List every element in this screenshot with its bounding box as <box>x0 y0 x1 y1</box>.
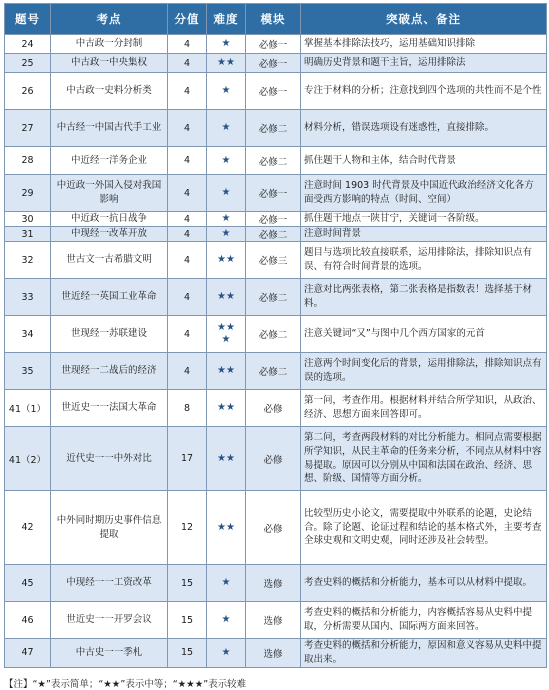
table-row <box>5 35 547 54</box>
cell-module: 选修 <box>246 565 301 602</box>
cell-note: 考查史料的概括和分析能力，原因和意义容易从史料中提取出来。 <box>301 639 547 668</box>
cell-note: 注意时间背景 <box>301 227 547 242</box>
cell-num: 29 <box>5 175 51 212</box>
cell-topic: 中古政一中央集权 <box>51 54 168 73</box>
cell-difficulty: ★ <box>207 73 246 110</box>
cell-score: 15 <box>168 639 207 668</box>
cell-difficulty: ★★ <box>207 491 246 565</box>
cell-note: 题目与选项比较直接联系，运用排除法，排除知识点有误、有符合时间背景的选项。 <box>301 242 547 279</box>
cell-module: 必修二 <box>246 279 301 316</box>
cell-num: 32 <box>5 242 51 279</box>
cell-topic: 中近政一外国入侵对我国影响 <box>51 175 168 212</box>
header-num: 题号 <box>5 4 51 35</box>
table-row <box>5 73 547 110</box>
table-row <box>5 54 547 73</box>
cell-score: 8 <box>168 390 207 427</box>
cell-score: 4 <box>168 242 207 279</box>
cell-num: 42 <box>5 491 51 565</box>
cell-note: 注意两个时间变化后的背景，运用排除法，排除知识点有误的选项。 <box>301 353 547 390</box>
table-row <box>5 242 547 279</box>
footnote: 【注】“★”表示简单；“★★”表示中等；“★★★”表示较难 <box>4 679 247 690</box>
header-difficulty: 难度 <box>207 4 246 35</box>
cell-topic: 中古政一史料分析类 <box>51 73 168 110</box>
cell-num: 41（2） <box>5 427 51 491</box>
cell-topic: 中古经一中国古代手工业 <box>51 110 168 147</box>
table-row <box>5 279 547 316</box>
cell-note: 抓住题干地点一陕甘宁，关键词一各阶级。 <box>301 212 547 227</box>
cell-score: 4 <box>168 227 207 242</box>
cell-score: 4 <box>168 73 207 110</box>
cell-note: 抓住题干人物和主体，结合时代背景 <box>301 147 547 175</box>
cell-topic: 世现经一二战后的经济 <box>51 353 168 390</box>
cell-num: 24 <box>5 35 51 54</box>
cell-difficulty: ★ <box>207 565 246 602</box>
cell-score: 12 <box>168 491 207 565</box>
cell-note: 注意对比两张表格，第二张表格是指数表！选择基于材料。 <box>301 279 547 316</box>
cell-module: 必修 <box>246 427 301 491</box>
cell-num: 31 <box>5 227 51 242</box>
cell-num: 27 <box>5 110 51 147</box>
cell-num: 25 <box>5 54 51 73</box>
cell-topic: 世近史一一法国大革命 <box>51 390 168 427</box>
cell-score: 4 <box>168 35 207 54</box>
table-row <box>5 427 547 491</box>
cell-difficulty: ★★ <box>207 390 246 427</box>
cell-score: 4 <box>168 175 207 212</box>
analysis-table <box>4 3 547 668</box>
cell-score: 17 <box>168 427 207 491</box>
cell-module: 必修 <box>246 491 301 565</box>
cell-module: 必修二 <box>246 110 301 147</box>
cell-num: 45 <box>5 565 51 602</box>
cell-difficulty: ★ <box>207 639 246 668</box>
cell-note: 掌握基本排除法技巧，运用基础知识排除 <box>301 35 547 54</box>
cell-note: 材料分析，错误选项设有迷惑性，直接排除。 <box>301 110 547 147</box>
table-row <box>5 316 547 353</box>
table-row <box>5 353 547 390</box>
cell-score: 4 <box>168 316 207 353</box>
header-score: 分值 <box>168 4 207 35</box>
header-row <box>5 4 547 35</box>
table-row <box>5 639 547 668</box>
cell-score: 4 <box>168 147 207 175</box>
cell-note: 明确历史背景和题干主旨，运用排除法 <box>301 54 547 73</box>
table-row <box>5 147 547 175</box>
cell-module: 必修三 <box>246 242 301 279</box>
cell-difficulty: ★★ <box>207 279 246 316</box>
cell-num: 34 <box>5 316 51 353</box>
cell-note: 第二问，考查两段材料的对比分析能力。相同点需要根据所学知识，从民主革命的任务来分析，不同点从材料中容易提取。原因可以分别从中国和法国在政治、经济、思想、阶级、国情等方面分析。 <box>301 427 547 491</box>
cell-score: 4 <box>168 212 207 227</box>
cell-difficulty: ★★ <box>207 427 246 491</box>
header-topic: 考点 <box>51 4 168 35</box>
cell-note: 考查史料的概括和分析能力，基本可以从材料中提取。 <box>301 565 547 602</box>
cell-difficulty: ★ <box>207 227 246 242</box>
cell-topic: 中古政一分封制 <box>51 35 168 54</box>
cell-module: 选修 <box>246 639 301 668</box>
table-row <box>5 602 547 639</box>
table-row <box>5 565 547 602</box>
cell-difficulty: ★★ ★ <box>207 316 246 353</box>
cell-score: 4 <box>168 279 207 316</box>
cell-note: 注意关键词“又”与图中几个西方国家的元首 <box>301 316 547 353</box>
cell-difficulty: ★ <box>207 212 246 227</box>
cell-topic: 世现经一苏联建设 <box>51 316 168 353</box>
cell-note: 专注于材料的分析；注意找到四个选项的共性而不是个性 <box>301 73 547 110</box>
cell-difficulty: ★ <box>207 110 246 147</box>
cell-note: 注意时间 1903 时代背景及中国近代政治经济文化各方面受西方影响的特点（时间、空间） <box>301 175 547 212</box>
cell-module: 必修一 <box>246 35 301 54</box>
table-row <box>5 175 547 212</box>
cell-topic: 中外同时期历史事件信息提取 <box>51 491 168 565</box>
cell-topic: 中近政一抗日战争 <box>51 212 168 227</box>
table-row <box>5 212 547 227</box>
cell-num: 35 <box>5 353 51 390</box>
table-row <box>5 227 547 242</box>
cell-topic: 中现经一一工资改革 <box>51 565 168 602</box>
cell-topic: 中近经一洋务企业 <box>51 147 168 175</box>
cell-topic: 中古史一一季札 <box>51 639 168 668</box>
cell-module: 必修一 <box>246 73 301 110</box>
cell-difficulty: ★ <box>207 602 246 639</box>
cell-note: 第一问，考查作用。根据材料并结合所学知识，从政治、经济、思想方面来回答即可。 <box>301 390 547 427</box>
header-note: 突破点、备注 <box>301 4 547 35</box>
cell-num: 47 <box>5 639 51 668</box>
cell-difficulty: ★★ <box>207 54 246 73</box>
cell-num: 28 <box>5 147 51 175</box>
cell-module: 必修一 <box>246 212 301 227</box>
cell-num: 33 <box>5 279 51 316</box>
cell-module: 必修二 <box>246 353 301 390</box>
header-module: 模块 <box>246 4 301 35</box>
cell-module: 必修二 <box>246 227 301 242</box>
cell-score: 4 <box>168 353 207 390</box>
cell-module: 必修二 <box>246 316 301 353</box>
cell-module: 必修 <box>246 390 301 427</box>
cell-module: 选修 <box>246 602 301 639</box>
table-row <box>5 110 547 147</box>
cell-note: 比较型历史小论文，需要提取中外联系的论题，史论结合。除了论题、论证过程和结论的基本格式外，主要考查全球史观和文明史观，同时还涉及社会转型。 <box>301 491 547 565</box>
cell-score: 15 <box>168 602 207 639</box>
cell-topic: 世古文一古希腊文明 <box>51 242 168 279</box>
cell-difficulty: ★ <box>207 35 246 54</box>
cell-module: 必修一 <box>246 175 301 212</box>
cell-num: 30 <box>5 212 51 227</box>
cell-num: 26 <box>5 73 51 110</box>
cell-num: 46 <box>5 602 51 639</box>
cell-difficulty: ★ <box>207 175 246 212</box>
cell-difficulty: ★★ <box>207 353 246 390</box>
table-row <box>5 390 547 427</box>
cell-score: 15 <box>168 565 207 602</box>
cell-score: 4 <box>168 54 207 73</box>
cell-topic: 世近史一一开罗会议 <box>51 602 168 639</box>
cell-topic: 近代史一一中外对比 <box>51 427 168 491</box>
cell-num: 41（1） <box>5 390 51 427</box>
cell-module: 必修二 <box>246 147 301 175</box>
cell-topic: 中现经一改革开放 <box>51 227 168 242</box>
cell-module: 必修一 <box>246 54 301 73</box>
cell-topic: 世近经一英国工业革命 <box>51 279 168 316</box>
table-row <box>5 491 547 565</box>
cell-note: 考查史料的概括和分析能力，内容概括容易从史料中提取，分析需要从国内、国际两方面来回答。 <box>301 602 547 639</box>
cell-difficulty: ★ <box>207 147 246 175</box>
cell-score: 4 <box>168 110 207 147</box>
cell-difficulty: ★★ <box>207 242 246 279</box>
